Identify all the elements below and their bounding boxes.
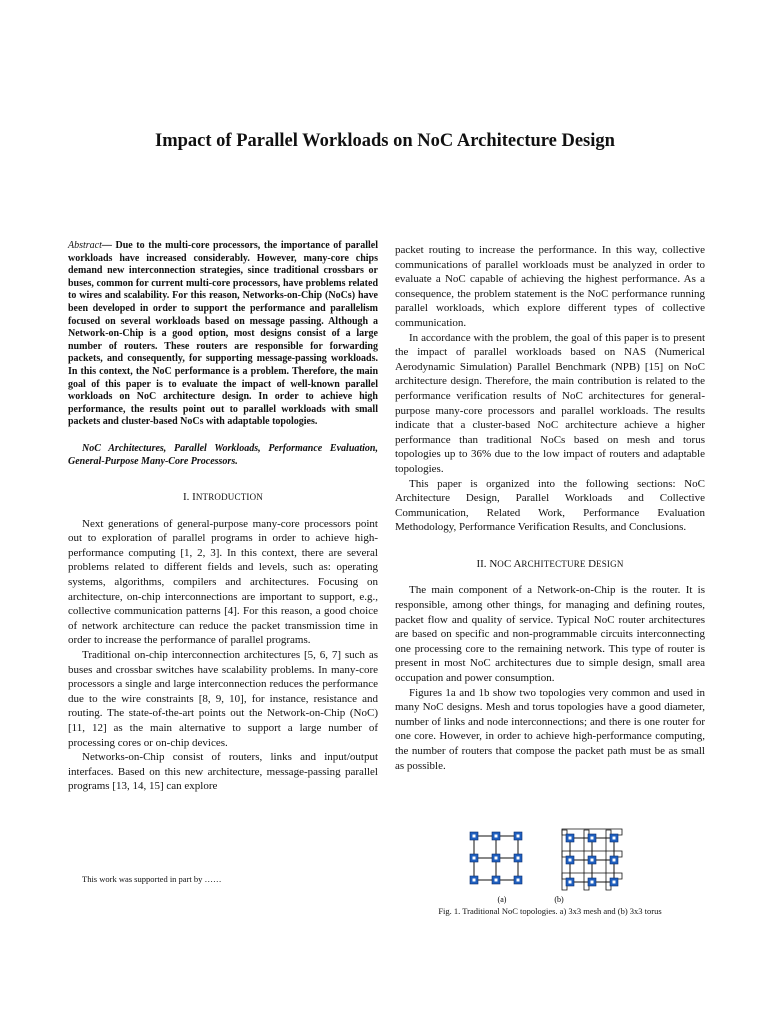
noc-topologies-figure — [462, 826, 672, 906]
section-title-part: D — [588, 557, 597, 570]
intro-paragraph-3: Networks-on-Chip consist of routers, links and input/output interfaces. Based on this new architecture, message-passing parallel programs [13, 14, 15] can explore — [68, 751, 378, 793]
section-number: II. — [476, 557, 487, 570]
torus-core-mark — [613, 859, 616, 862]
section-title-part: O — [497, 558, 504, 569]
mesh-core-mark — [495, 857, 498, 860]
torus-core-mark — [591, 859, 594, 862]
mesh-core-mark — [473, 835, 476, 838]
intro-paragraph-1: Next generations of general-purpose many-core processors point out to exploration of parallel programs in order to achieve high-performance computing [1, 2, 3]. In this context, there are several problems related to different fields and levels, such as: operating systems, algorithms, compilers and architectures. Focusing on architecture, on-chip interconnections are important to support, e.g., collective communication patterns [4]. For this reason, a good choice of network architecture can reduce the packet transmission time in order to increase the performance of parallel programs. — [68, 517, 378, 647]
torus-core-mark — [569, 837, 572, 840]
torus-core-mark — [613, 881, 616, 884]
mesh-core-mark — [473, 879, 476, 882]
abstract-body: — Due to the multi-core processors, the importance of parallel workloads have increased considerably. However, many-core chips demand new interconnection strategies, since traditional crossbars or buses, common for current multi-core processors, have problems related to wires and scalability. For this reason, Networks-on-Chip (NoCs) have been developed in order to support the performance and parallelism focused on several workloads based on message passing. Although a Network-on-Chip is a good option, most designs consist of a large number of routers. These routers are responsible for forwarding packets, and consequently, for supporting message-passing workloads. In this context, the NoC performance is a problem. Therefore, the main goal of this paper is to evaluate the impact of well-known parallel workloads on NoC architecture design. In order to achieve high performance, the results point out to parallel workloads with small packets and cluster-based NoCs with adaptable topologies. — [68, 240, 378, 428]
torus-core-mark — [613, 837, 616, 840]
right-paragraph-2: In accordance with the problem, the goal of this paper is to present the impact of parallel workloads based on NAS (Numerical Aerodynamic Simulation) Parallel Benchmark (NPB) [15] on NoC architecture design. Therefore, the main contribution is related to the performance verification results of NoC architectures for general-purpose many-core processors and parallel workloads. The results indicate that a cluster-based NoC architecture achieve a higher performance than traditional NoCs based on mesh and torus topologies up to 36% due to the low impact of routers and adaptable topologies. — [395, 331, 705, 475]
figure-caption: Fig. 1. Traditional NoC topologies. a) 3x3 mesh and (b) 3x3 torus — [438, 906, 662, 916]
torus-core-mark — [569, 859, 572, 862]
mesh-core-mark — [517, 835, 520, 838]
torus-core-mark — [591, 837, 594, 840]
section-title-rest: NTRODUCTION — [195, 492, 264, 503]
section-initial: N — [489, 557, 498, 570]
mesh-core-mark — [495, 835, 498, 838]
figure-label-a: (a) — [497, 895, 507, 904]
left-column — [68, 240, 378, 794]
noc-paragraph-2: Figures 1a and 1b show two topologies very common and used in many NoC designs. Mesh and torus topologies have a good diameter, number of links and node interconnections; and there is one router for one core. However, in order to achieve high-performance computing, the number of routers that compose the packet path must be as small as possible. — [395, 686, 705, 772]
section-initial: I — [192, 491, 196, 504]
right-paragraph-3: This paper is organized into the following sections: NoC Architecture Design, Parallel Workloads and Collective Communication, Related Work, Performance Evaluation Methodology, Performance Verification Results, and Conclusions. — [395, 477, 705, 534]
right-column — [395, 243, 705, 773]
mesh-core-mark — [495, 879, 498, 882]
section-heading-introduction — [68, 490, 378, 505]
section-title-part: A — [513, 557, 522, 570]
abstract — [68, 240, 378, 429]
footnote: This work was supported in part by …… — [82, 874, 222, 884]
abstract-lead: Abstract — [68, 240, 102, 251]
section-heading-noc-architecture — [395, 557, 705, 572]
torus-core-mark — [569, 881, 572, 884]
mesh-core-mark — [517, 879, 520, 882]
section-title-part: C — [503, 557, 514, 570]
torus-topology — [562, 829, 622, 890]
intro-paragraph-2: Traditional on-chip interconnection architectures [5, 6, 7] such as buses and crossbar switches have scalability problems. In many-core processors a single and large interconnection reduces the performance due to the wire constraints [8, 9, 10], for instance, resistance and routing. The state-of-the-art points out the Network-on-Chip (NoC) [11, 12] as the main alternative to support a large number of processing cores or on-chip devices. — [68, 649, 378, 749]
section-title-part: RCHITECTURE — [521, 558, 589, 569]
right-paragraph-1: packet routing to increase the performance. In this way, collective communications of parallel workloads must be analyzed in order to evaluate a NoC capable of achieving the highest performance. As a consequence, the problem statement is the NoC performance running parallel workloads, which explore different types of collective communication. — [395, 244, 705, 329]
section-number: I. — [182, 491, 190, 504]
mesh-topology — [470, 832, 522, 884]
mesh-core-mark — [473, 857, 476, 860]
figure-label-b: (b) — [554, 895, 564, 904]
torus-core-mark — [591, 881, 594, 884]
section-title-part: ESIGN — [596, 558, 624, 569]
mesh-core-mark — [517, 857, 520, 860]
index-terms: NoC Architectures, Parallel Workloads, Performance Evaluation, General-Purpose Many-Core Processors. — [68, 442, 378, 467]
paper-title: Impact of Parallel Workloads on NoC Architecture Design — [155, 131, 615, 151]
noc-paragraph-1: The main component of a Network-on-Chip is the router. It is responsible, among other things, for managing and defining routes, packet flow and quality of service. Typical NoC router architectures are based on specific and non-programmable circuits interconnecting one processing core to the remaining network. This type of router is present in most NoC architectures due to simple design, small area occupation and power consumption. — [395, 584, 705, 685]
